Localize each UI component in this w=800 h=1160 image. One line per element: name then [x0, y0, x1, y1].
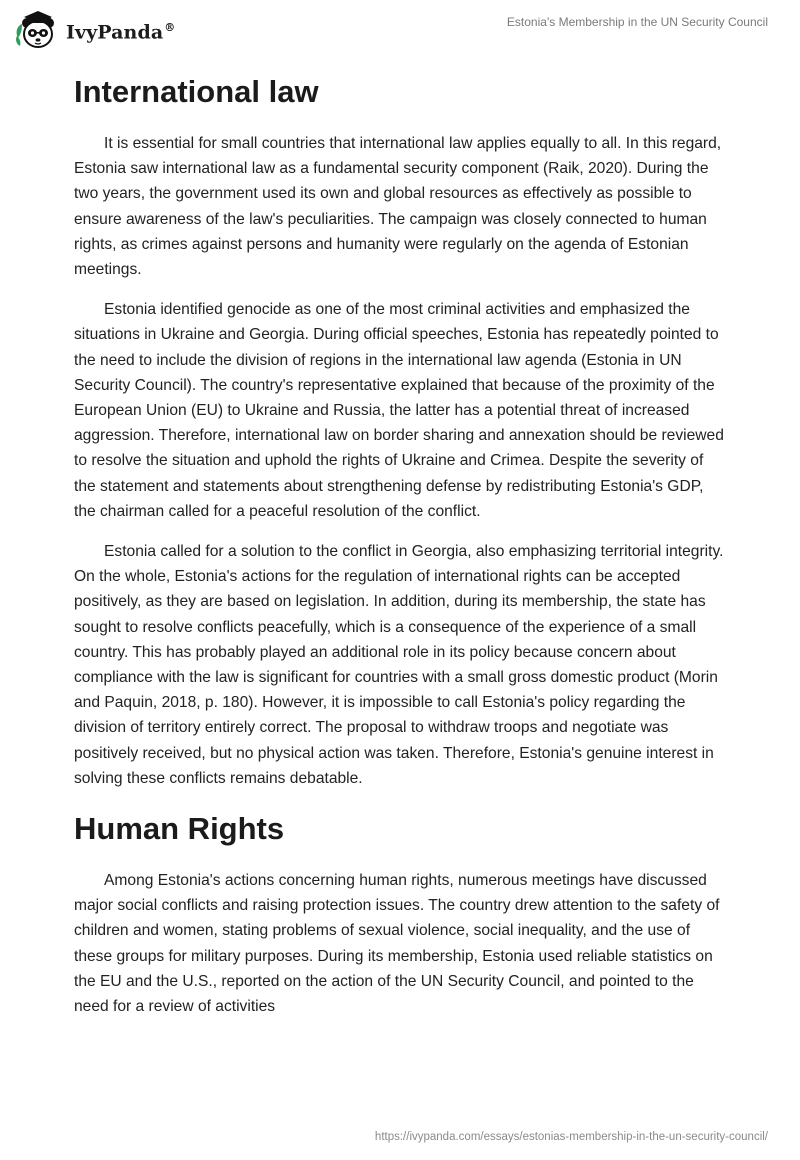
paragraph: Estonia identified genocide as one of the most criminal activities and emphasized the situations in Ukraine and Georgia. During official speeches, Estonia has repeatedly pointed to the need to include the division of regions in the international law agenda (Estonia in UN Security Council). The country's representative explained that because of the proximity of the European Union (EU) to Ukraine and Russia, the latter has a potential threat of increased aggression. Therefore, international law on border sharing and annexation should be reviewed to resolve the situation and uphold the rights of Ukraine and Crimea. Despite the severity of the statement and statements about strengthening defense by redistributing Estonia's GDP, the chairman called for a peaceful resolution of the conflict.: [74, 301, 724, 520]
ivypanda-logo[interactable]: [14, 8, 175, 52]
section-heading-human-rights: Human Rights: [74, 811, 285, 847]
paragraph: Among Estonia's actions concerning human rights, numerous meetings have discussed major social conflicts and raising protection issues. The country drew attention to the safety of children and women, stating problems of sexual violence, social inequality, and the use of these groups for military purposes. During its membership, Estonia used reliable statistics on the EU and the U.S., reported on the action of the UN Security Council, and pointed to the need for a review of activities: [74, 872, 720, 1016]
document-title: Estonia's Membership in the UN Security Council: [506, 15, 768, 29]
paragraph: It is essential for small countries that international law applies equally to all. In this regard, Estonia saw international law as a fundamental security component (Raik, 2020). During the two years, the government used its own and global resources as effectively as possible to ensure awareness of the law's peculiarities. The campaign was closely connected to human rights, as crimes against persons and humanity were regularly on the agenda of Estonian meetings.: [74, 135, 722, 279]
page-header: [0, 0, 800, 60]
logo-text: [66, 21, 175, 43]
essay-content: [74, 70, 728, 1034]
panda-graduate-icon: [14, 8, 60, 52]
paragraph: Estonia called for a solution to the conflict in Georgia, also emphasizing territorial integrity. On the whole, Estonia's actions for the regulation of international rights can be accepted positively, as they are based on legislation. In addition, during its membership, the state has sought to resolve conflicts peacefully, which is a consequence of the experience of a small country. This has probably played an additional role in its policy because concern about compliance with the law is significant for countries with a small gross domestic product (Morin and Paquin, 2018, p. 180). However, it is impossible to call Estonia's policy regarding the division of territory entirely correct. The proposal to withdraw troops and negotiate was positively received, but no physical action was taken. Therefore, Estonia's genuine interest in solving these conflicts remains debatable.: [74, 543, 724, 787]
section-heading-international-law: International law: [74, 74, 319, 109]
logo-name: IvyPanda: [66, 21, 164, 44]
source-url-link[interactable]: https://ivypanda.com/essays/estonias-membership-in-the-un-security-council/: [374, 1131, 768, 1143]
logo-registered-mark: ®: [164, 20, 176, 34]
